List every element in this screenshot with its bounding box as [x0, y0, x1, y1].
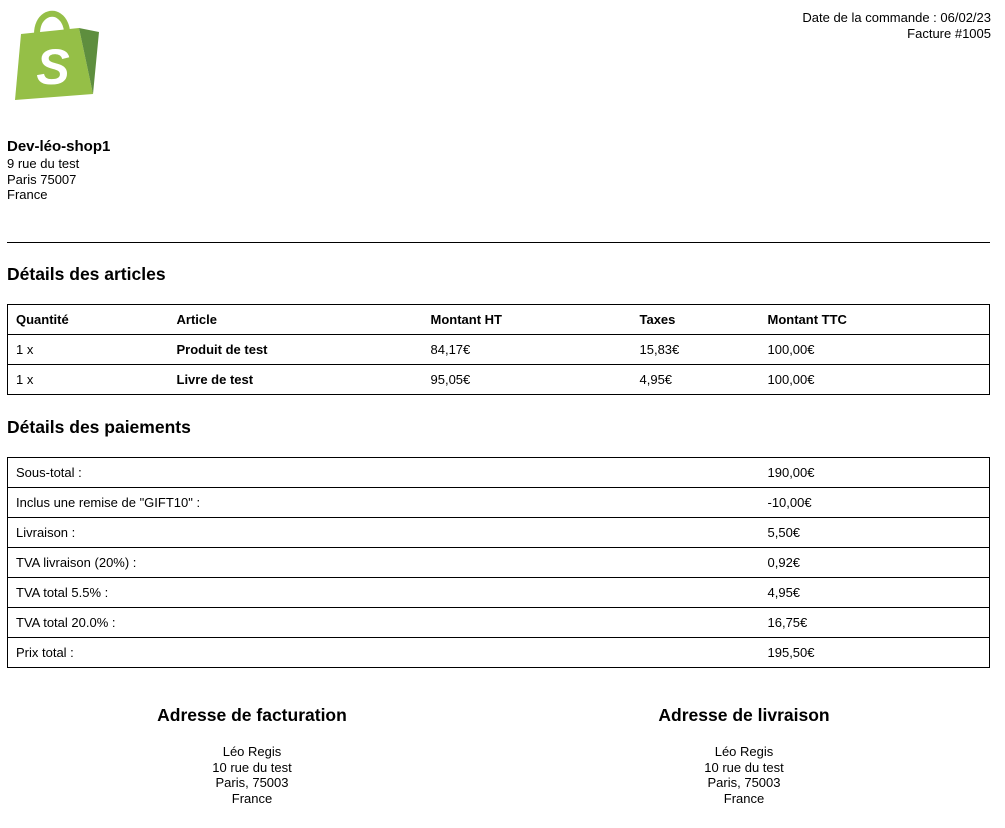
payment-label: TVA livraison (20%) : — [8, 548, 760, 578]
payment-value: 4,95€ — [760, 578, 990, 608]
shipping-street: 10 rue du test — [704, 759, 784, 775]
cell-amount-ht: 84,17€ — [423, 335, 632, 365]
table-row — [8, 638, 990, 668]
table-row — [8, 365, 990, 395]
header-article: Article — [169, 305, 423, 335]
payment-value: 0,92€ — [760, 548, 990, 578]
shipping-title: Adresse de livraison — [658, 705, 830, 725]
shop-street: 9 rue du test — [7, 156, 80, 171]
shop-name: Dev-léo-shop1 — [7, 138, 111, 155]
payment-label: TVA total 20.0% : — [8, 608, 760, 638]
cell-amount-ht: 95,05€ — [423, 365, 632, 395]
header-amount-ttc: Montant TTC — [760, 305, 990, 335]
cell-taxes: 4,95€ — [632, 365, 760, 395]
billing-address — [102, 705, 402, 806]
table-row — [8, 335, 990, 365]
articles-table — [7, 304, 990, 395]
cell-article: Produit de test — [169, 335, 423, 365]
payment-value: -10,00€ — [760, 488, 990, 518]
header-taxes: Taxes — [632, 305, 760, 335]
cell-amount-ttc: 100,00€ — [760, 335, 990, 365]
table-row — [8, 488, 990, 518]
articles-title: Détails des articles — [7, 264, 166, 284]
table-header-row — [8, 305, 990, 335]
table-row — [8, 578, 990, 608]
cell-quantity: 1 x — [8, 335, 169, 365]
table-row — [8, 458, 990, 488]
payment-label: TVA total 5.5% : — [8, 578, 760, 608]
table-row — [8, 518, 990, 548]
shipping-name: Léo Regis — [714, 744, 774, 759]
shipping-country: France — [723, 790, 765, 806]
table-row — [8, 608, 990, 638]
payments-table — [7, 457, 990, 668]
payment-value: 190,00€ — [760, 458, 990, 488]
cell-taxes: 15,83€ — [632, 335, 760, 365]
shopify-bag-icon — [7, 10, 103, 106]
billing-title: Adresse de facturation — [157, 705, 347, 725]
order-date: Date de la commande : 06/02/23 — [802, 10, 991, 25]
shop-country: France — [7, 187, 48, 202]
cell-amount-ttc: 100,00€ — [760, 365, 990, 395]
header-amount-ht: Montant HT — [423, 305, 632, 335]
payment-value: 5,50€ — [760, 518, 990, 548]
logo-letter: S — [36, 39, 70, 95]
invoice-meta — [802, 10, 991, 42]
cell-article: Livre de test — [169, 365, 423, 395]
billing-country: France — [231, 790, 273, 806]
payment-value: 195,50€ — [760, 638, 990, 668]
billing-name: Léo Regis — [222, 744, 282, 759]
shipping-address — [594, 705, 894, 806]
payment-label: Livraison : — [8, 518, 760, 548]
shipping-city: Paris, 75003 — [707, 775, 781, 790]
cell-quantity: 1 x — [8, 365, 169, 395]
billing-city: Paris, 75003 — [215, 775, 289, 790]
shop-address — [7, 138, 110, 203]
invoice-number: Facture #1005 — [907, 26, 991, 41]
payments-title: Détails des paiements — [7, 417, 191, 437]
payment-label: Sous-total : — [8, 458, 760, 488]
header-quantity: Quantité — [8, 305, 169, 335]
table-row — [8, 548, 990, 578]
shop-city: Paris 75007 — [7, 171, 77, 187]
billing-street: 10 rue du test — [212, 759, 292, 775]
payment-label: Prix total : — [8, 638, 760, 668]
payment-label: Inclus une remise de "GIFT10" : — [8, 488, 760, 518]
payment-value: 16,75€ — [760, 608, 990, 638]
divider — [7, 242, 990, 243]
